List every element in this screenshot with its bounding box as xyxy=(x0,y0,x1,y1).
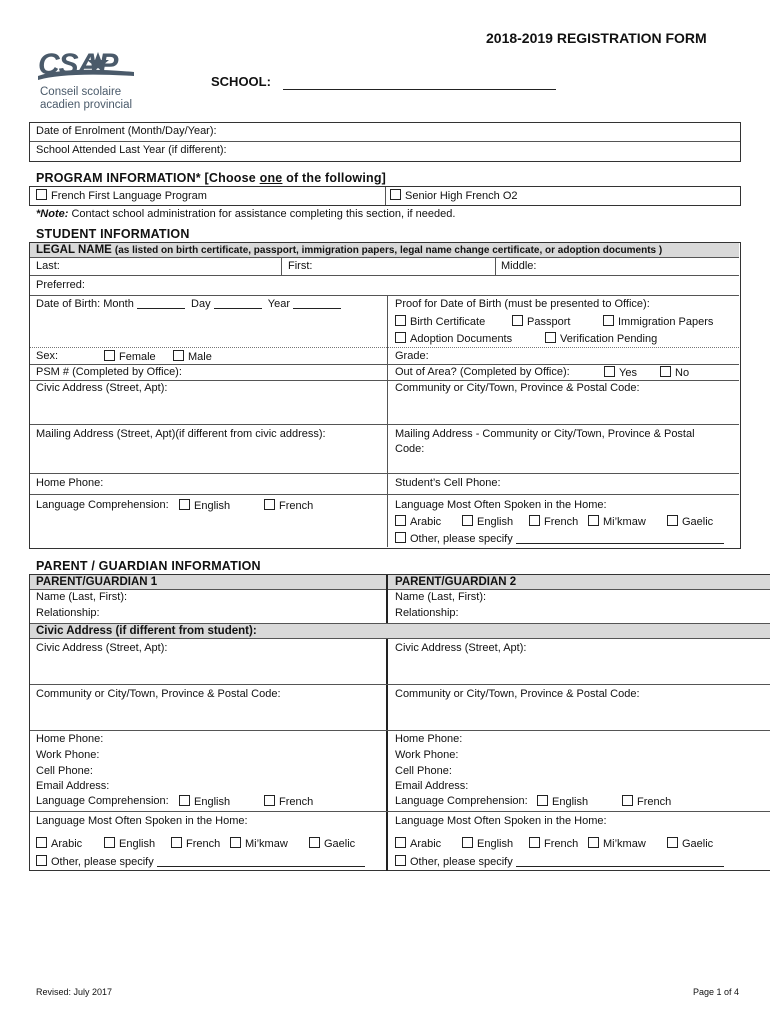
student-home-french[interactable]: French xyxy=(529,515,578,529)
pg1-home-phone-field[interactable]: Home Phone: xyxy=(36,733,104,745)
student-home-arabic[interactable]: Arabic xyxy=(395,515,441,529)
pg1-header: PARENT/GUARDIAN 1 xyxy=(36,576,158,588)
pg2-home-phone-field[interactable]: Home Phone: xyxy=(395,733,463,745)
checkbox[interactable] xyxy=(390,189,401,200)
checkbox[interactable] xyxy=(512,315,523,326)
logo-line-1: Conseil scolaire xyxy=(40,86,122,98)
pg1-comp-english[interactable]: English xyxy=(179,795,230,809)
checkbox[interactable] xyxy=(36,189,47,200)
other-specify-input[interactable] xyxy=(516,533,724,544)
checkbox[interactable] xyxy=(529,837,540,848)
logo-line-2: acadien provincial xyxy=(40,99,133,111)
checkbox[interactable] xyxy=(660,366,671,377)
checkbox[interactable] xyxy=(604,366,615,377)
checkbox[interactable] xyxy=(395,332,406,343)
enrolment-date-field[interactable]: Date of Enrolment (Month/Day/Year): xyxy=(36,125,217,137)
checkbox[interactable] xyxy=(462,837,473,848)
logo-text: CSAP xyxy=(38,48,118,81)
pg2-civic-field[interactable]: Civic Address (Street, Apt): xyxy=(395,642,527,654)
pg2-home-english[interactable]: English xyxy=(462,837,513,851)
pg1-civic-field[interactable]: Civic Address (Street, Apt): xyxy=(36,642,168,654)
checkbox[interactable] xyxy=(264,499,275,510)
student-lang-home-label: Language Most Often Spoken in the Home: xyxy=(395,499,607,511)
program-section-title: PROGRAM INFORMATION* [Choose one of the following] xyxy=(36,171,387,185)
checkbox[interactable] xyxy=(179,795,190,806)
pg2-header: PARENT/GUARDIAN 2 xyxy=(395,576,517,588)
out-of-area-label: Out of Area? (Completed by Office): xyxy=(395,366,570,378)
pg1-home-english[interactable]: English xyxy=(104,837,155,851)
pg2-name-field[interactable]: Name (Last, First): xyxy=(395,591,487,603)
school-label: SCHOOL: xyxy=(211,74,271,89)
school-input[interactable] xyxy=(283,89,556,90)
student-home-english[interactable]: English xyxy=(462,515,513,529)
checkbox[interactable] xyxy=(171,837,182,848)
checkbox[interactable] xyxy=(36,855,47,866)
pg2-work-phone-field[interactable]: Work Phone: xyxy=(395,749,459,761)
checkbox[interactable] xyxy=(36,837,47,848)
checkbox[interactable] xyxy=(462,515,473,526)
pg2-community-field[interactable]: Community or City/Town, Province & Postal Code: xyxy=(395,688,640,700)
option-senior-high-french[interactable]: Senior High French O2 xyxy=(390,189,518,203)
form-title: 2018-2019 REGISTRATION FORM xyxy=(486,30,707,46)
proof-passport[interactable]: Passport xyxy=(512,315,570,329)
checkbox[interactable] xyxy=(395,315,406,326)
student-home-gaelic[interactable]: Gaelic xyxy=(667,515,713,529)
pg2-lang-home-label: Language Most Often Spoken in the Home: xyxy=(395,815,607,827)
civic-address-field[interactable]: Civic Address (Street, Apt): xyxy=(36,382,168,394)
proof-adoption[interactable]: Adoption Documents xyxy=(395,332,512,346)
pg1-name-field[interactable]: Name (Last, First): xyxy=(36,591,128,603)
proof-birth-certificate[interactable]: Birth Certificate xyxy=(395,315,485,329)
civic-different-header: Civic Address (if different from student): xyxy=(36,625,257,637)
sex-label: Sex: xyxy=(36,350,59,362)
checkbox[interactable] xyxy=(173,350,184,361)
proof-verification[interactable]: Verification Pending xyxy=(545,332,657,346)
checkbox[interactable] xyxy=(537,795,548,806)
checkbox[interactable] xyxy=(309,837,320,848)
option-french-first-language[interactable]: French First Language Program xyxy=(36,189,207,203)
psm-field[interactable]: PSM # (Completed by Office): xyxy=(36,366,182,378)
checkbox[interactable] xyxy=(588,515,599,526)
out-of-area-no[interactable]: No xyxy=(660,366,689,380)
student-cell-field[interactable]: Student’s Cell Phone: xyxy=(395,477,501,489)
pg2-home-arabic[interactable]: Arabic xyxy=(395,837,441,851)
checkbox[interactable] xyxy=(104,837,115,848)
middle-name-field[interactable]: Middle: xyxy=(501,260,537,272)
student-home-other[interactable]: Other, please specify xyxy=(395,532,724,546)
page-number: Page 1 of 4 xyxy=(693,987,740,997)
pg1-relationship-field[interactable]: Relationship: xyxy=(36,607,100,619)
school-last-year-field[interactable]: School Attended Last Year (if different): xyxy=(36,144,227,156)
pg1-community-field[interactable]: Community or City/Town, Province & Postal Code: xyxy=(36,688,281,700)
grade-field[interactable]: Grade: xyxy=(395,350,429,362)
checkbox[interactable] xyxy=(622,795,633,806)
pg2-comp-french[interactable]: French xyxy=(622,795,671,809)
checkbox[interactable] xyxy=(104,350,115,361)
pg1-home-french[interactable]: French xyxy=(171,837,220,851)
pg2-home-mikmaw[interactable]: Mi’kmaw xyxy=(588,837,646,851)
out-of-area-yes[interactable]: Yes xyxy=(604,366,637,380)
pg1-work-phone-field[interactable]: Work Phone: xyxy=(36,749,100,761)
pg2-home-other[interactable]: Other, please specify xyxy=(395,855,724,869)
pg1-lang-comp-label: Language Comprehension: xyxy=(36,795,169,807)
pg2-email-field[interactable]: Email Address: xyxy=(395,780,469,792)
mailing-community-field-2: Code: xyxy=(395,443,425,455)
student-comp-french[interactable]: French xyxy=(264,499,313,513)
csap-logo xyxy=(36,46,146,116)
pg2-other-specify-input[interactable] xyxy=(516,856,724,867)
dob-day-input[interactable] xyxy=(214,298,262,309)
student-lang-comp-label: Language Comprehension: xyxy=(36,499,169,511)
student-comp-english[interactable]: English xyxy=(179,499,230,513)
pg1-comp-french[interactable]: French xyxy=(264,795,313,809)
proof-immigration[interactable]: Immigration Papers xyxy=(603,315,713,329)
checkbox[interactable] xyxy=(395,837,406,848)
first-name-field[interactable]: First: xyxy=(288,260,313,272)
pg2-relationship-field[interactable]: Relationship: xyxy=(395,607,459,619)
sex-male[interactable]: Male xyxy=(173,350,212,364)
dob-year-input[interactable] xyxy=(293,298,341,309)
checkbox[interactable] xyxy=(603,315,614,326)
community-field[interactable]: Community or City/Town, Province & Postal Code: xyxy=(395,382,640,394)
checkbox[interactable] xyxy=(395,515,406,526)
program-note: *Note: Contact school administration for assistance completing this section, if needed. xyxy=(36,208,456,220)
checkbox[interactable] xyxy=(667,515,678,526)
home-phone-field[interactable]: Home Phone: xyxy=(36,477,104,489)
checkbox[interactable] xyxy=(179,499,190,510)
pg1-home-mikmaw[interactable]: Mi’kmaw xyxy=(230,837,288,851)
dob-field[interactable]: Date of Birth: Month Day Year xyxy=(36,298,341,311)
checkbox[interactable] xyxy=(230,837,241,848)
parent-section-title: PARENT / GUARDIAN INFORMATION xyxy=(36,559,261,573)
checkbox[interactable] xyxy=(588,837,599,848)
student-section-title: STUDENT INFORMATION xyxy=(36,227,190,241)
last-name-field[interactable]: Last: xyxy=(36,260,60,272)
pg2-comp-english[interactable]: English xyxy=(537,795,588,809)
preferred-name-field[interactable]: Preferred: xyxy=(36,279,85,291)
checkbox[interactable] xyxy=(395,855,406,866)
mailing-address-field[interactable]: Mailing Address (Street, Apt)(if different from civic address): xyxy=(36,428,326,440)
revised-date: Revised: July 2017 xyxy=(36,987,113,997)
dob-month-input[interactable] xyxy=(137,298,185,309)
checkbox[interactable] xyxy=(545,332,556,343)
pg2-home-french[interactable]: French xyxy=(529,837,578,851)
pg2-home-gaelic[interactable]: Gaelic xyxy=(667,837,713,851)
pg1-other-specify-input[interactable] xyxy=(157,856,365,867)
pg1-home-other[interactable]: Other, please specify xyxy=(36,855,365,869)
pg1-home-arabic[interactable]: Arabic xyxy=(36,837,82,851)
proof-label: Proof for Date of Birth (must be presented to Office): xyxy=(395,298,650,310)
mailing-community-field[interactable]: Mailing Address - Community or City/Town, Province & Postal xyxy=(395,428,695,440)
legal-name-header: LEGAL NAME (as listed on birth certificate, passport, immigration papers, legal name change certificate, or adoption documents ) xyxy=(36,244,663,256)
pg2-cell-phone-field[interactable]: Cell Phone: xyxy=(395,765,452,777)
pg1-home-gaelic[interactable]: Gaelic xyxy=(309,837,355,851)
checkbox[interactable] xyxy=(529,515,540,526)
checkbox[interactable] xyxy=(667,837,678,848)
pg1-email-field[interactable]: Email Address: xyxy=(36,780,110,792)
checkbox[interactable] xyxy=(264,795,275,806)
pg1-cell-phone-field[interactable]: Cell Phone: xyxy=(36,765,93,777)
checkbox[interactable] xyxy=(395,532,406,543)
pg1-lang-home-label: Language Most Often Spoken in the Home: xyxy=(36,815,248,827)
sex-female[interactable]: Female xyxy=(104,350,156,364)
student-home-mikmaw[interactable]: Mi’kmaw xyxy=(588,515,646,529)
pg2-lang-comp-label: Language Comprehension: xyxy=(395,795,528,807)
